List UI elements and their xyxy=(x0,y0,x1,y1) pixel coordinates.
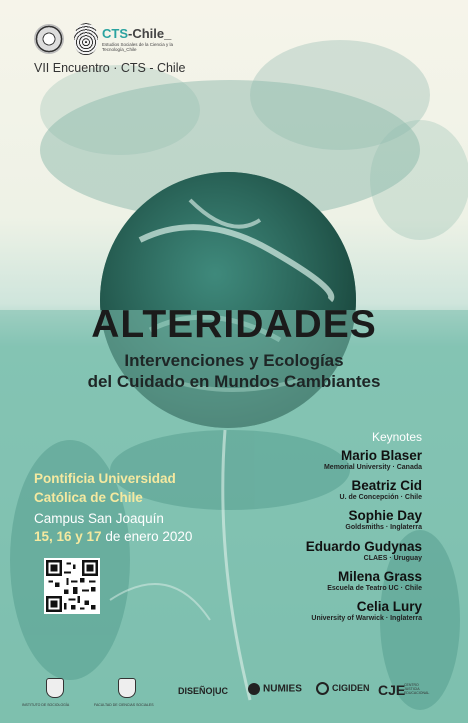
social-sciences-logo xyxy=(94,678,164,707)
speaker-affiliation: Escuela de Teatro UC · Chile xyxy=(327,585,422,592)
speaker-name: Mario Blaser xyxy=(340,448,422,463)
cts-brand xyxy=(102,26,171,41)
keynote-speaker xyxy=(340,478,422,502)
qr-code-icon[interactable] xyxy=(44,558,100,614)
subtitle-line-1: Intervenciones y Ecologías xyxy=(124,351,344,370)
subtitle-line-2: del Cuidado en Mundos Cambiantes xyxy=(87,372,381,391)
event-name: VII Encuentro · CTS - Chile xyxy=(34,61,186,75)
fingerprint-icon xyxy=(74,23,98,55)
event-dates xyxy=(34,529,192,544)
speaker-name: Beatriz Cid xyxy=(351,478,422,493)
crest-icon xyxy=(46,678,64,698)
brand-prefix: CTS xyxy=(102,26,128,41)
sociology-institute-text: INSTITUTO DE SOCIOLOGÍA xyxy=(22,703,70,707)
venue-university-line1: Pontificia Universidad xyxy=(34,471,176,486)
keynote-speaker xyxy=(324,448,422,472)
sponsor-footer xyxy=(0,672,468,712)
speaker-name: Milena Grass xyxy=(337,569,422,584)
numies-logo xyxy=(248,683,302,695)
dates-days: 15, 16 y 17 xyxy=(34,529,102,544)
society-seal-icon xyxy=(34,24,64,54)
crest-icon xyxy=(118,678,136,698)
speaker-affiliation: Memorial University · Canada xyxy=(323,464,422,471)
keynotes-heading: Keynotes xyxy=(371,430,422,444)
cje-logo: CJE xyxy=(378,682,406,698)
dates-month: de enero 2020 xyxy=(101,529,193,544)
speaker-affiliation: CLAES · Uruguay xyxy=(363,555,422,562)
keynote-speaker xyxy=(306,539,422,563)
keynote-speaker xyxy=(327,569,422,593)
sociology-institute-logo xyxy=(22,678,92,707)
numies-text: NUMIES xyxy=(263,683,302,695)
speaker-name: Sophie Day xyxy=(348,508,422,523)
brand-subtitle: Estudios Sociales de la Ciencia y la Tecnología_Chile xyxy=(102,42,174,52)
speaker-name: Eduardo Gudynas xyxy=(305,539,422,554)
header-logo xyxy=(28,20,228,90)
cigiden-text: CIGIDEN xyxy=(332,682,370,693)
brand-suffix: -Chile_ xyxy=(128,26,172,41)
cigiden-logo xyxy=(316,682,370,695)
keynote-speaker xyxy=(311,599,422,623)
main-title: ALTERIDADES xyxy=(91,303,377,346)
social-sciences-text: FACULTAD DE CIENCIAS SOCIALES xyxy=(94,703,154,707)
keynote-speaker xyxy=(345,508,422,532)
cje-subtitle: CENTRO JUSTICIA EDUCACIONAL xyxy=(404,683,430,695)
diseno-uc-logo: DISEÑO|UC xyxy=(178,686,229,696)
venue-university-line2: Católica de Chile xyxy=(34,490,143,505)
cigiden-icon xyxy=(316,682,329,695)
speaker-affiliation: University of Warwick · Inglaterra xyxy=(311,615,422,622)
speaker-affiliation: U. de Concepción · Chile xyxy=(339,494,422,501)
speaker-affiliation: Goldsmiths · Inglaterra xyxy=(345,524,422,531)
speaker-name: Celia Lury xyxy=(356,599,422,614)
venue-campus: Campus San Joaquín xyxy=(34,511,164,526)
numies-icon xyxy=(248,683,260,695)
